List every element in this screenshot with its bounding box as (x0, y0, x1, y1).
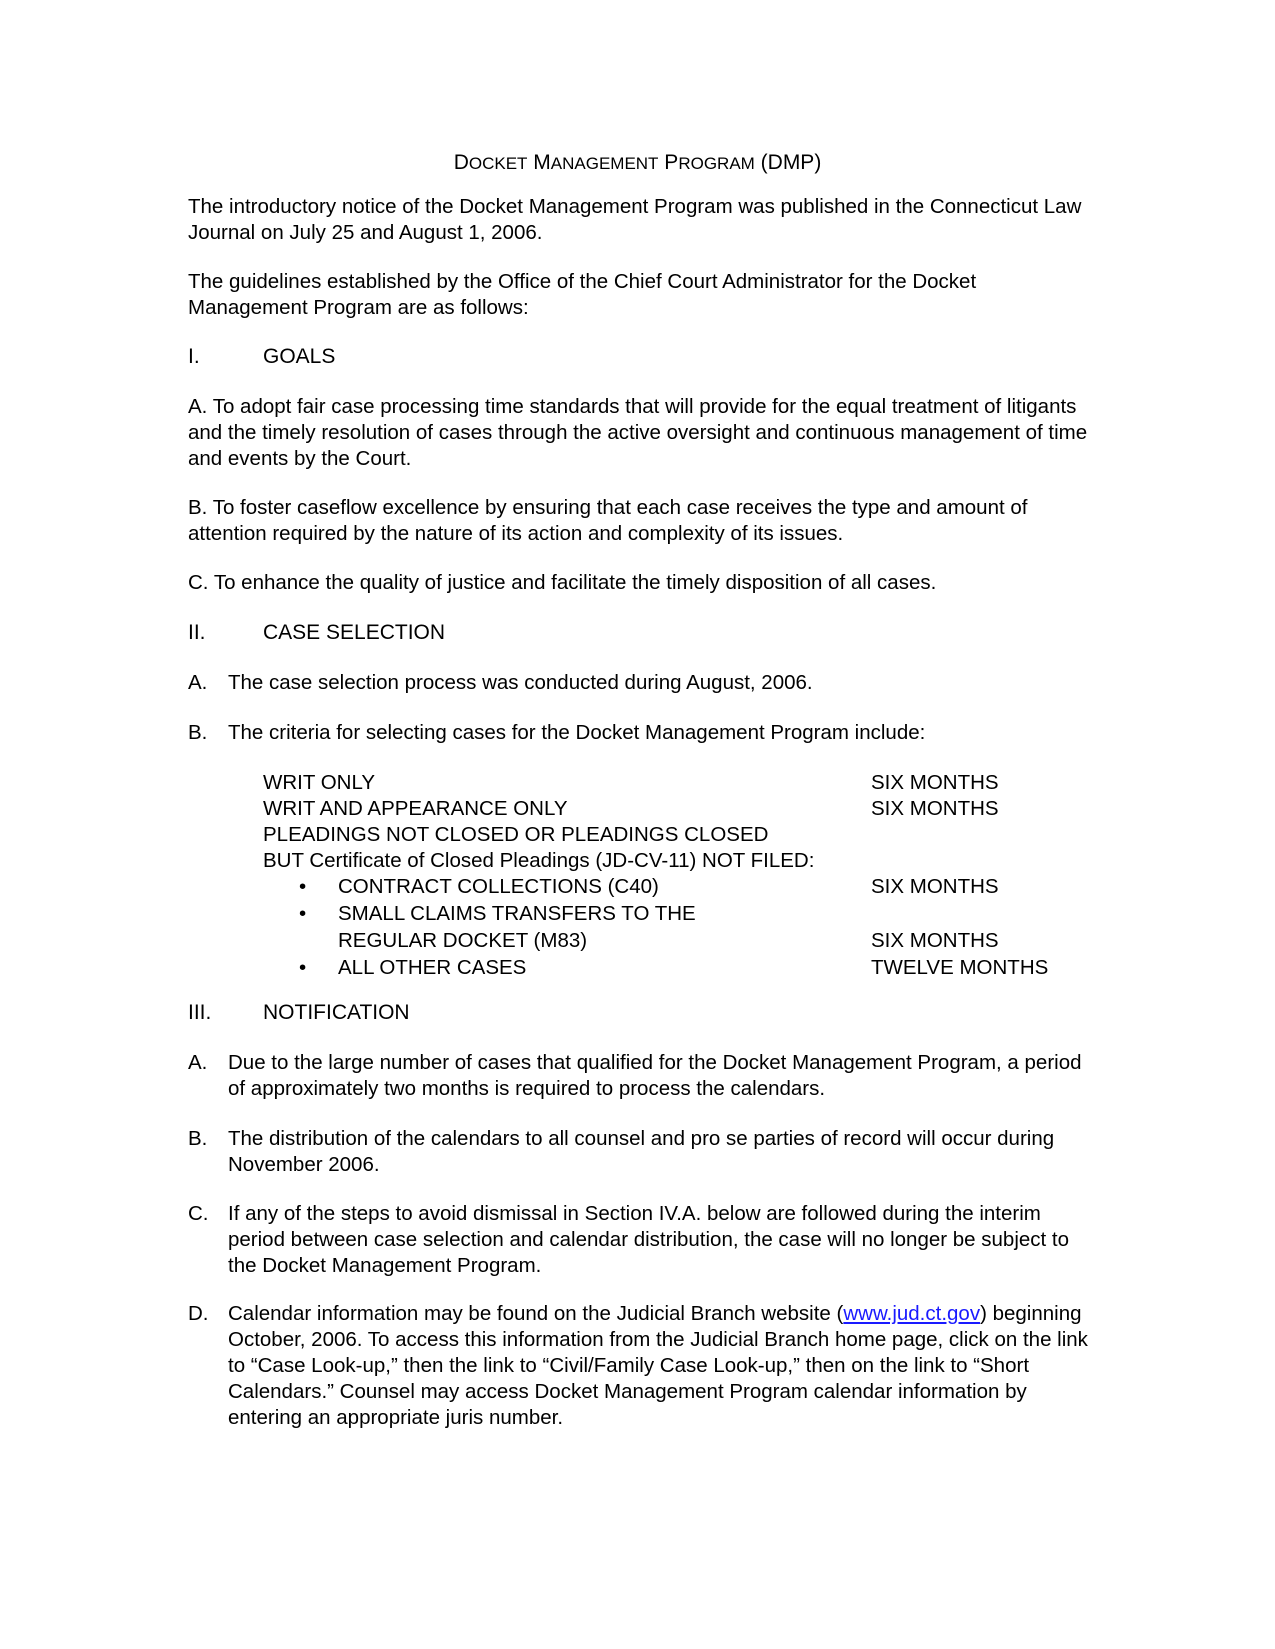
notification-item-d (188, 1301, 1088, 1431)
criteria-row-certificate (263, 848, 1083, 874)
criteria-label: REGULAR DOCKET (M83) (338, 929, 588, 952)
item-label: A. (188, 1051, 208, 1074)
section-3-heading (188, 1000, 410, 1026)
criteria-bullet-contract (263, 874, 1083, 901)
case-selection-item-a (188, 670, 1088, 696)
criteria-bullet-other (263, 955, 1083, 982)
notification-item-b (188, 1126, 1088, 1178)
criteria-bullet-small-claims (263, 901, 1083, 928)
criteria-label: ALL OTHER CASES (338, 956, 527, 979)
criteria-row-writ-only (263, 770, 1083, 796)
item-text: The distribution of the calendars to all counsel and pro se parties of record will occur during November 2006. (228, 1127, 1055, 1176)
title-initial-p: P (664, 151, 679, 174)
item-label: B. (188, 1127, 208, 1150)
section-2-number: II. (188, 621, 206, 644)
criteria-label: WRIT AND APPEARANCE ONLY (263, 797, 568, 820)
notification-item-c (188, 1201, 1088, 1279)
item-text (228, 1301, 1088, 1431)
criteria-label: SMALL CLAIMS TRANSFERS TO THE (338, 902, 696, 925)
goals-item-b: B. To foster caseflow excellence by ensuring that each case receives the type and amount of attention required by the nature of its action and complexity of its issues. (188, 496, 1028, 545)
judicial-website-link[interactable]: www.jud.ct.gov (843, 1302, 981, 1325)
section-1-title: GOALS (263, 345, 336, 368)
item-label: B. (188, 721, 208, 744)
item-text-after-link: ) beginning October, 2006. To access this information from the Judicial Branch home page, click on the link to “Case Look-up,” then the link to “Civil/Family Case Look-up,” then on the link to “Short Calendars.” Counsel may access Docket Management Program calendar information by entering an appropriate juris number. (228, 1302, 1088, 1429)
criteria-list (263, 770, 1083, 982)
item-text: The case selection process was conducted during August, 2006. (228, 671, 813, 694)
section-2-heading (188, 620, 445, 646)
title-word-docket: OCKET (468, 154, 528, 173)
criteria-label: BUT Certificate of Closed Pleadings (JD-CV-11) NOT FILED: (263, 849, 815, 872)
item-label: A. (188, 671, 208, 694)
item-text-before-link: Calendar information may be found on the Judicial Branch website ( (228, 1302, 844, 1325)
title-initial-m: M (533, 151, 551, 174)
section-3-title: NOTIFICATION (263, 1001, 410, 1024)
title-abbrev: (DMP) (760, 151, 822, 174)
bullet-icon: • (299, 875, 307, 898)
criteria-label: WRIT ONLY (263, 771, 375, 794)
item-text: If any of the steps to avoid dismissal in Section IV.A. below are followed during the interim period between case selection and calendar distribution, the case will no longer be subject to the Docket Management Program. (228, 1202, 1070, 1277)
section-3-number: III. (188, 1001, 212, 1024)
case-selection-item-b (188, 720, 1088, 746)
criteria-row-pleadings (263, 822, 1083, 848)
title-word-management: ANAGEMENT (550, 154, 659, 173)
bullet-icon: • (299, 902, 307, 925)
intro-paragraph-1: The introductory notice of the Docket Management Program was published in the Connecticut Law Journal on July 25 and August 1, 2006. (188, 195, 1082, 244)
section-1-number: I. (188, 345, 200, 368)
criteria-bullet-small-claims-cont (263, 928, 1083, 955)
title-word-program: ROGRAM (678, 154, 755, 173)
bullet-icon: • (299, 956, 307, 979)
section-1-heading (188, 344, 335, 370)
criteria-label: PLEADINGS NOT CLOSED OR PLEADINGS CLOSED (263, 823, 769, 846)
criteria-period: TWELVE MONTHS (871, 956, 1049, 979)
criteria-period: SIX MONTHS (871, 875, 999, 898)
title-initial-d: D (453, 151, 469, 174)
criteria-label: CONTRACT COLLECTIONS (C40) (338, 875, 659, 898)
goals-item-c: C. To enhance the quality of justice and facilitate the timely disposition of all cases. (188, 571, 937, 594)
item-text: Due to the large number of cases that qualified for the Docket Management Program, a period of approximately two months is required to process the calendars. (228, 1051, 1082, 1100)
goals-item-a: A. To adopt fair case processing time standards that will provide for the equal treatment of litigants and the timely resolution of cases through the active oversight and continuous management of time and events by the Court. (188, 395, 1088, 470)
notification-item-a (188, 1050, 1088, 1102)
section-2-title: CASE SELECTION (263, 621, 446, 644)
intro-paragraph-2: The guidelines established by the Office of the Chief Court Administrator for the Docket Management Program are as follows: (188, 270, 977, 319)
item-label: C. (188, 1202, 209, 1225)
criteria-period: SIX MONTHS (871, 797, 999, 820)
criteria-period: SIX MONTHS (871, 929, 999, 952)
item-label: D. (188, 1302, 209, 1325)
item-text: The criteria for selecting cases for the Docket Management Program include: (228, 721, 926, 744)
criteria-period: SIX MONTHS (871, 771, 999, 794)
document-title (0, 150, 1275, 177)
criteria-row-writ-appearance (263, 796, 1083, 822)
